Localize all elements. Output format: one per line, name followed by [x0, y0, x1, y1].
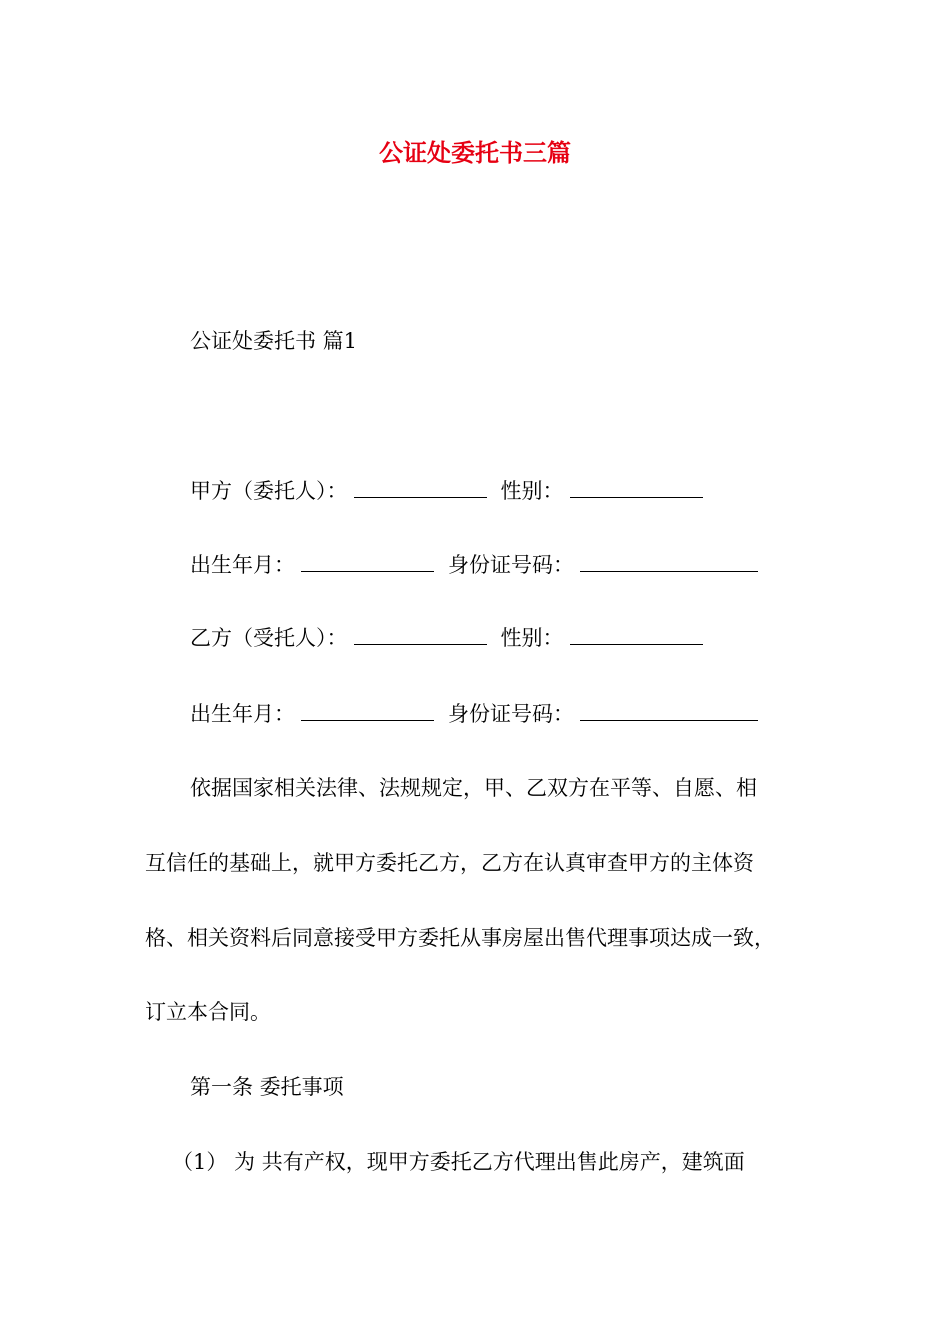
party-b-id-label: 身份证号码：	[448, 702, 574, 726]
party-b-name-blank	[354, 622, 487, 645]
party-a-row	[190, 475, 709, 507]
party-b-birth-blank	[301, 698, 434, 721]
paragraph-line-1: 依据国家相关法律、法规规定，甲、乙双方在平等、自愿、相	[190, 776, 757, 800]
party-a-label: 甲方（委托人）：	[190, 479, 348, 503]
section-heading: 公证处委托书 篇1	[190, 329, 358, 353]
paragraph-line-4: 订立本合同。	[145, 1000, 271, 1024]
party-b-birth-row	[190, 698, 764, 730]
party-a-name-blank	[354, 475, 487, 498]
paragraph-line-3: 格、相关资料后同意接受甲方委托从事房屋出售代理事项达成一致，	[145, 926, 775, 950]
article-heading: 第一条 委托事项	[190, 1075, 344, 1099]
party-b-label: 乙方（受托人）：	[190, 626, 348, 650]
party-a-id-label: 身份证号码：	[448, 553, 574, 577]
party-b-row	[190, 622, 709, 654]
party-b-gender-label: 性别：	[500, 626, 564, 650]
party-a-id-blank	[580, 549, 758, 572]
party-a-birth-row	[190, 549, 764, 581]
paragraph-line-2: 互信任的基础上，就甲方委托乙方，乙方在认真审查甲方的主体资	[145, 851, 754, 875]
party-b-id-blank	[580, 698, 758, 721]
party-a-birth-blank	[301, 549, 434, 572]
party-a-birth-label: 出生年月：	[190, 553, 295, 577]
document-title: 公证处委托书三篇	[379, 138, 571, 167]
party-b-gender-blank	[570, 622, 703, 645]
party-b-birth-label: 出生年月：	[190, 702, 295, 726]
item-1: （1） 为 共有产权，现甲方委托乙方代理出售此房产，建筑面	[172, 1150, 745, 1174]
party-a-gender-label: 性别：	[500, 479, 564, 503]
party-a-gender-blank	[570, 475, 703, 498]
